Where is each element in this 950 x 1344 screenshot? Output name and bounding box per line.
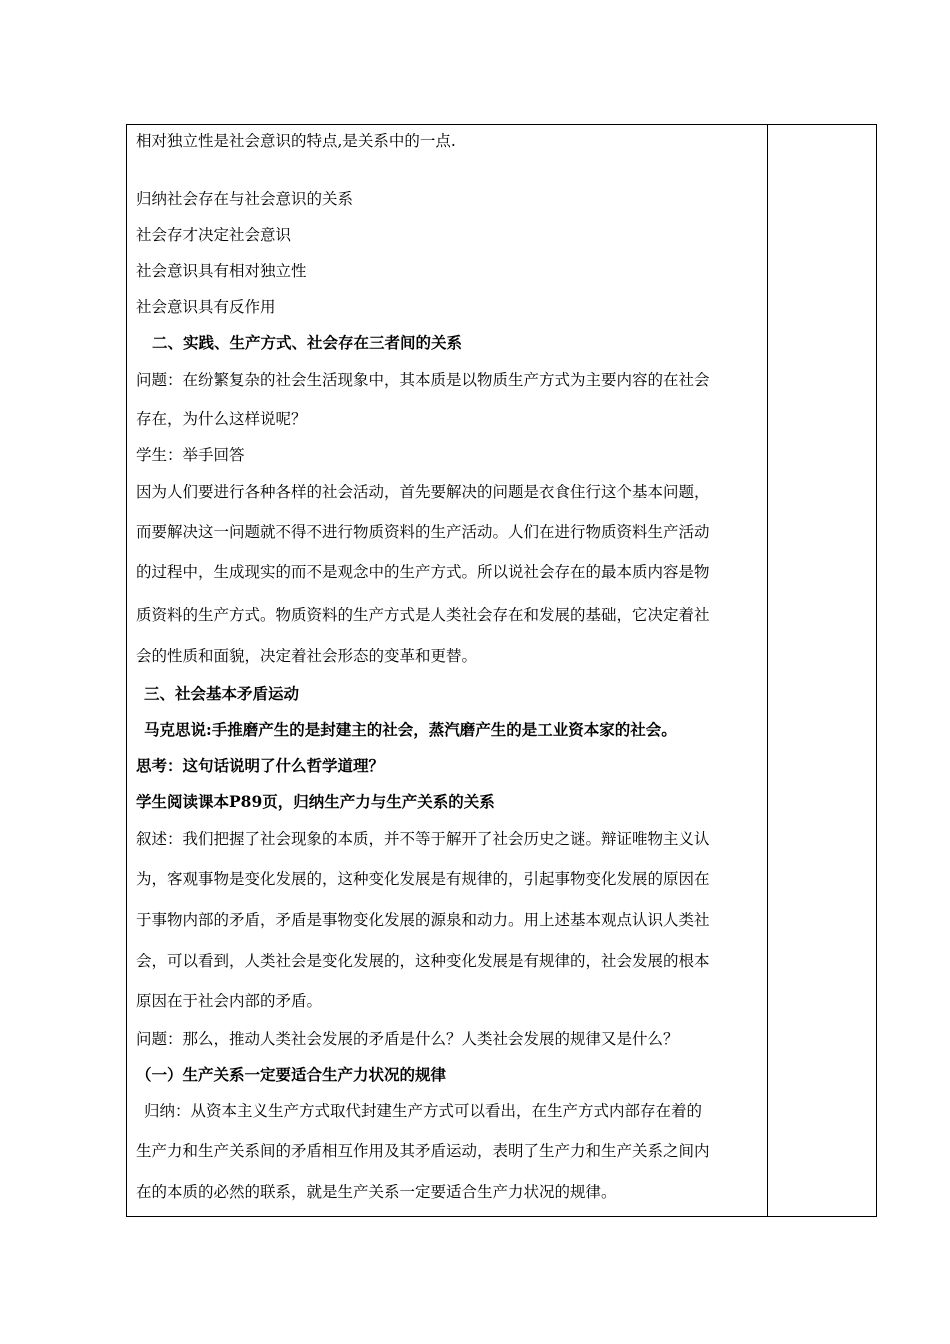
quote-line: 马克思说:手推磨产生的是封建主的社会，蒸汽磨产生的是工业资本家的社会。 xyxy=(144,720,677,739)
text-line: 叙述：我们把握了社会现象的本质，并不等于解开了社会历史之谜。辩证唯物主义认 xyxy=(136,830,710,848)
text-line: 归纳：从资本主义生产方式取代封建生产方式可以看出，在生产方式内部存在着的 xyxy=(144,1102,703,1120)
text-line: 问题：在纷繁复杂的社会生活现象中，其本质是以物质生产方式为主要内容的在社会 xyxy=(136,371,710,389)
text-line: 而要解决这一问题就不得不进行物质资料的生产活动。人们在进行物质资料生产活动 xyxy=(136,523,710,541)
text-line: 相对独立性是社会意识的特点,是关系中的一点. xyxy=(136,132,456,150)
section-heading: 二、实践、生产方式、社会存在三者间的关系 xyxy=(152,333,463,352)
text-line: 会，可以看到，人类社会是变化发展的，这种变化发展是有规律的，社会发展的根本 xyxy=(136,952,710,970)
text-line: 为，客观事物是变化发展的，这种变化发展是有规律的，引起事物变化发展的原因在 xyxy=(136,870,710,888)
lesson-table xyxy=(126,124,877,1217)
task-line: 学生阅读课本P89页，归纳生产力与生产关系的关系 xyxy=(136,792,495,811)
text-line: 社会意识具有反作用 xyxy=(136,298,276,316)
text-line: 学生：举手回答 xyxy=(136,446,245,464)
text-line: 存在，为什么这样说呢？ xyxy=(136,410,307,428)
text-line: 的过程中，生成现实的而不是观念中的生产方式。所以说社会存在的最本质内容是物 xyxy=(136,563,710,581)
text-line: 问题：那么，推动人类社会发展的矛盾是什么？人类社会发展的规律又是什么？ xyxy=(136,1030,679,1048)
column-divider xyxy=(767,125,768,1216)
text-line: 在的本质的必然的联系，就是生产关系一定要适合生产力状况的规律。 xyxy=(136,1183,617,1201)
text-line: 原因在于社会内部的矛盾。 xyxy=(136,992,323,1010)
text-line: 归纳社会存在与社会意识的关系 xyxy=(136,190,354,208)
subsection-heading: （一）生产关系一定要适合生产力状况的规律 xyxy=(136,1065,447,1084)
section-heading: 三、社会基本矛盾运动 xyxy=(144,684,300,703)
text-line: 会的性质和面貌，决定着社会形态的变革和更替。 xyxy=(136,647,478,665)
text-line: 于事物内部的矛盾，矛盾是事物变化发展的源泉和动力。用上述基本观点认识人类社 xyxy=(136,911,710,929)
text-line: 社会存才决定社会意识 xyxy=(136,226,292,244)
text-line: 生产力和生产关系间的矛盾相互作用及其矛盾运动，表明了生产力和生产关系之间内 xyxy=(136,1142,710,1160)
text-line: 因为人们要进行各种各样的社会活动，首先要解决的问题是衣食住行这个基本问题， xyxy=(136,483,710,501)
text-line: 质资料的生产方式。物质资料的生产方式是人类社会存在和发展的基础，它决定着社 xyxy=(136,606,710,624)
text-line: 社会意识具有相对独立性 xyxy=(136,262,307,280)
question-line: 思考：这句话说明了什么哲学道理？ xyxy=(136,756,385,775)
